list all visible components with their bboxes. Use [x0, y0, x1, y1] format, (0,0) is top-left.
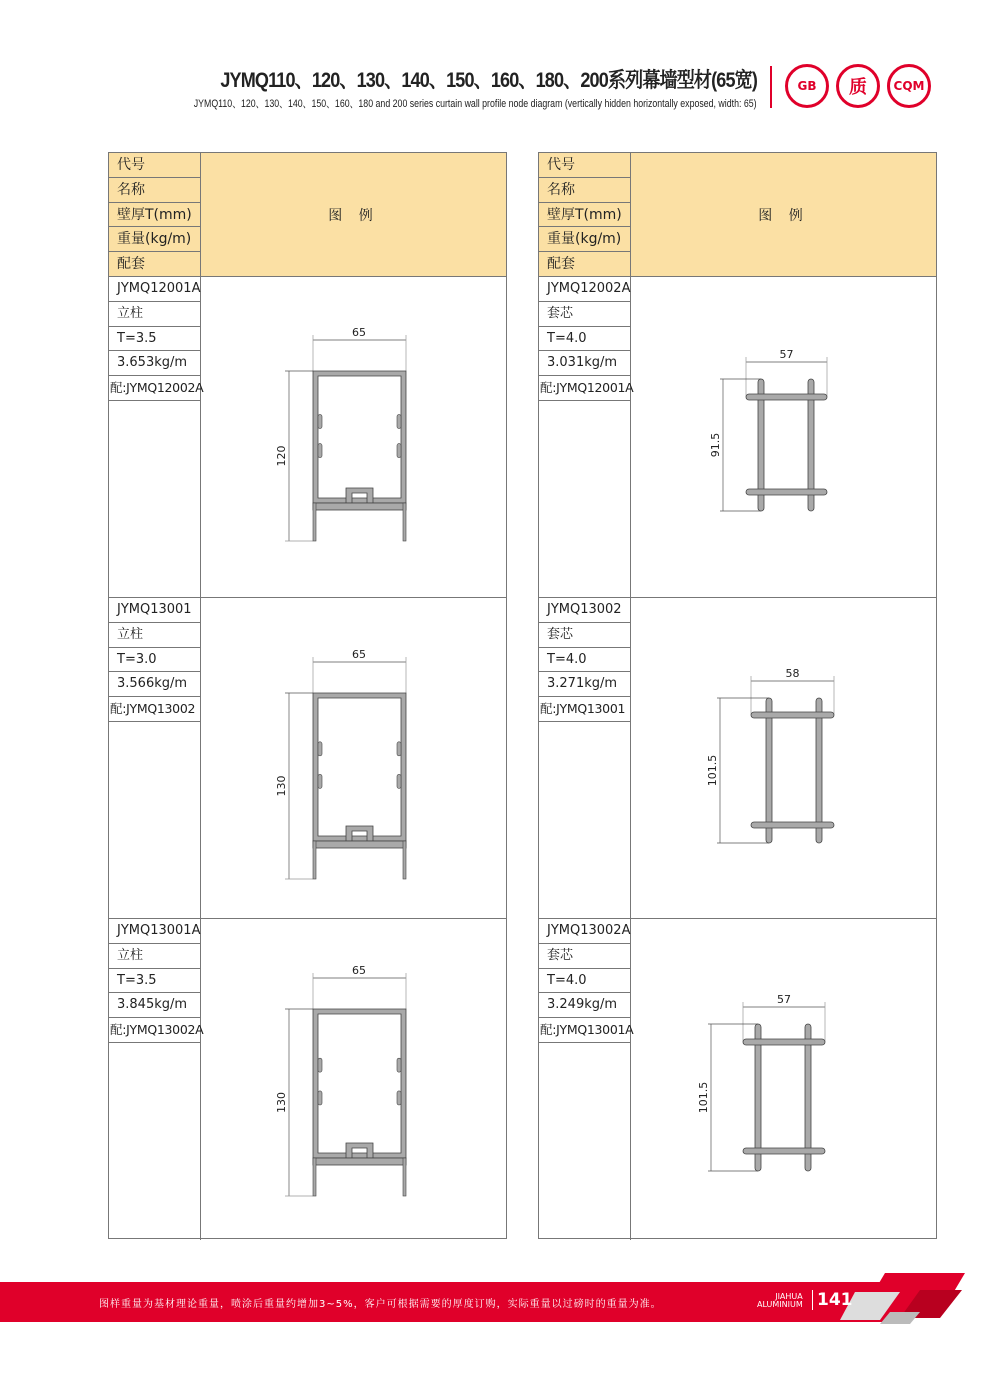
left-profile-table	[108, 152, 507, 1239]
profile-match: 配:JYMQ12002A	[109, 376, 201, 401]
page-title: JYMQ110、120、130、140、150、160、180、200系列幕墙型材(65宽)	[220, 69, 757, 92]
profile-code: JYMQ13002	[539, 598, 631, 623]
profile-match: 配:JYMQ13001	[539, 697, 631, 722]
profile-drawing	[631, 919, 936, 1240]
profile-code: JYMQ13002A	[539, 919, 631, 944]
header-label: 名称	[109, 178, 200, 203]
profile-name: 套芯	[539, 944, 631, 969]
profile-drawing	[201, 919, 506, 1240]
height-dimension: 130	[275, 1092, 288, 1113]
brand-name: JIAHUA ALUMINIUM	[757, 1292, 803, 1309]
width-dimension: 65	[352, 964, 366, 977]
header-label: 重量(kg/m)	[539, 227, 630, 252]
header-label: 配套	[539, 252, 630, 277]
gb-logo: GB	[785, 64, 829, 108]
profile-name: 立柱	[109, 302, 201, 327]
header-label: 配套	[109, 252, 200, 277]
header-label: 壁厚T(mm)	[109, 203, 200, 228]
page-subtitle: JYMQ110、120、130、140、150、160、180 and 200 series curtain wall profile node diagram (vertically hidden horizontally exposed, width: 65)	[194, 98, 757, 110]
profile-name: 套芯	[539, 302, 631, 327]
profile-name: 立柱	[109, 623, 201, 648]
header-label: 代号	[539, 153, 630, 178]
profile-weight: 3.566kg/m	[109, 672, 201, 697]
profile-match: 配:JYMQ13001A	[539, 1018, 631, 1043]
profile-thickness: T=3.5	[109, 327, 201, 352]
profile-row	[109, 277, 506, 598]
profile-row	[539, 277, 936, 598]
profile-drawing	[201, 598, 506, 918]
profile-weight: 3.845kg/m	[109, 993, 201, 1018]
profile-thickness: T=4.0	[539, 648, 631, 673]
width-dimension: 65	[352, 326, 366, 339]
header-label: 代号	[109, 153, 200, 178]
profile-match: 配:JYMQ12001A	[539, 376, 631, 401]
legend-header: 图 例	[201, 153, 506, 277]
profile-weight: 3.653kg/m	[109, 351, 201, 376]
profile-match: 配:JYMQ13002A	[109, 1018, 201, 1043]
profile-row	[539, 919, 936, 1240]
profile-code: JYMQ12002A	[539, 277, 631, 302]
profile-name: 套芯	[539, 623, 631, 648]
profile-thickness: T=4.0	[539, 327, 631, 352]
divider	[770, 66, 772, 108]
header-label: 壁厚T(mm)	[539, 203, 630, 228]
profile-drawing	[201, 277, 506, 597]
width-dimension: 57	[777, 993, 791, 1006]
page-number: 141	[812, 1290, 853, 1310]
profile-code: JYMQ12001A	[109, 277, 201, 302]
profile-row	[539, 598, 936, 919]
profile-code: JYMQ13001A	[109, 919, 201, 944]
width-dimension: 65	[352, 648, 366, 661]
profile-code: JYMQ13001	[109, 598, 201, 623]
header-label: 重量(kg/m)	[109, 227, 200, 252]
width-dimension: 57	[779, 348, 794, 361]
height-dimension: 130	[275, 775, 288, 797]
height-dimension: 120	[275, 445, 288, 467]
profile-row	[109, 919, 506, 1240]
legend-header: 图 例	[631, 153, 936, 277]
height-dimension: 91.5	[709, 432, 722, 458]
footer-note: 图样重量为基材理论重量，喷涂后重量约增加3~5%，客户可根据需要的厚度订购，实际重量以过磅时的重量为准。	[99, 1299, 662, 1310]
profile-drawing	[631, 277, 936, 597]
cqm-logo: CQM	[887, 64, 931, 108]
height-dimension: 101.5	[697, 1081, 710, 1114]
profile-drawing	[631, 598, 936, 918]
right-profile-table	[538, 152, 937, 1239]
footer-graphic	[840, 1270, 970, 1330]
profile-weight: 3.271kg/m	[539, 672, 631, 697]
profile-row	[109, 598, 506, 919]
height-dimension: 101.5	[706, 754, 719, 787]
profile-thickness: T=3.5	[109, 969, 201, 994]
header-label: 名称	[539, 178, 630, 203]
profile-thickness: T=3.0	[109, 648, 201, 673]
profile-name: 立柱	[109, 944, 201, 969]
quality-seal-logo: 质	[836, 64, 880, 108]
profile-thickness: T=4.0	[539, 969, 631, 994]
profile-match: 配:JYMQ13002	[109, 697, 201, 722]
profile-weight: 3.249kg/m	[539, 993, 631, 1018]
width-dimension: 58	[785, 667, 800, 680]
profile-weight: 3.031kg/m	[539, 351, 631, 376]
